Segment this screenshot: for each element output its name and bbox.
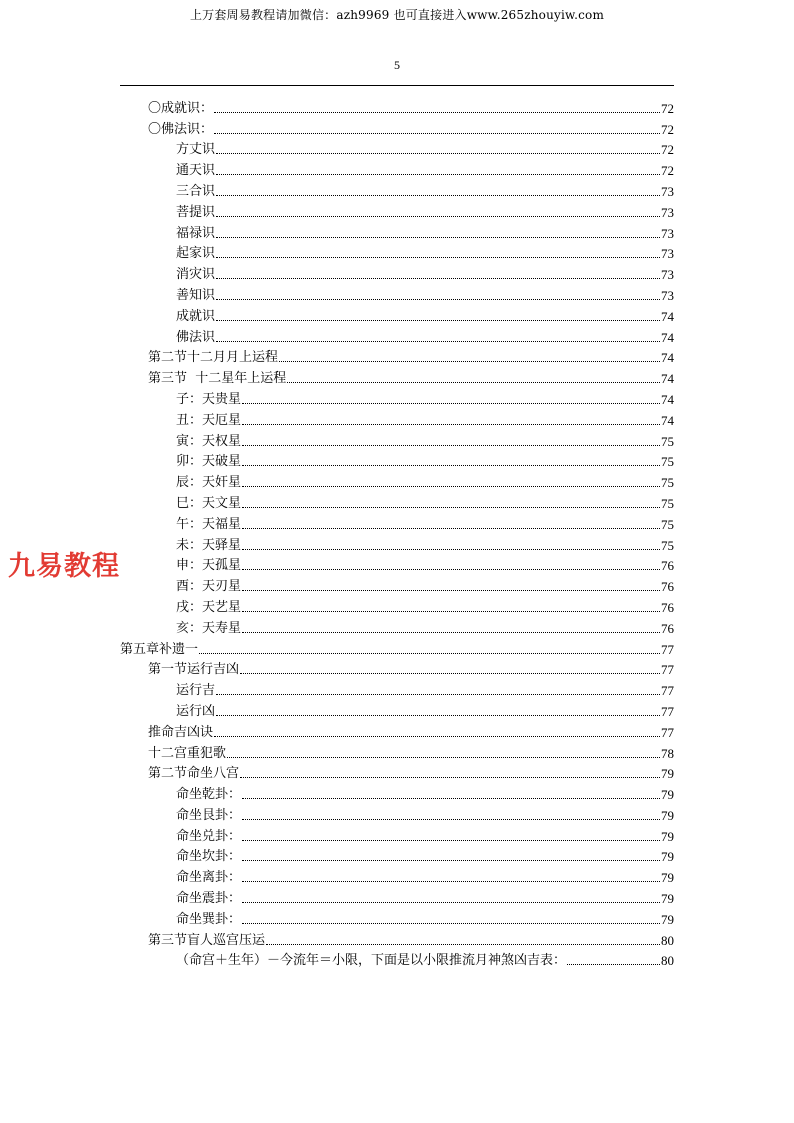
toc-leader-dots xyxy=(216,173,660,175)
toc-entry[interactable] xyxy=(120,928,674,949)
toc-entry-title: 通天识 xyxy=(176,163,216,179)
toc-leader-dots xyxy=(199,652,660,654)
toc-leader-dots xyxy=(242,402,660,404)
toc-leader-dots xyxy=(242,464,660,466)
table-of-contents xyxy=(120,96,674,969)
toc-entry-title: 子：天贵星 xyxy=(176,391,242,407)
toc-entry-page: 72 xyxy=(661,163,674,179)
toc-entry-title: 辰：天奸星 xyxy=(176,475,242,491)
toc-entry-page: 73 xyxy=(661,287,674,303)
toc-entry-title: 第一节运行吉凶 xyxy=(148,662,240,678)
toc-entry[interactable] xyxy=(120,824,674,845)
toc-entry-page: 74 xyxy=(661,308,674,324)
toc-entry-title: 丑：天厄星 xyxy=(176,412,242,428)
toc-leader-dots xyxy=(240,672,660,674)
toc-entry-page: 75 xyxy=(661,475,674,491)
toc-entry[interactable] xyxy=(120,96,674,117)
toc-entry[interactable] xyxy=(120,574,674,595)
toc-entry[interactable] xyxy=(120,408,674,429)
toc-entry-page: 80 xyxy=(661,953,674,969)
toc-entry-page: 79 xyxy=(661,807,674,823)
toc-entry[interactable] xyxy=(120,450,674,471)
toc-leader-dots xyxy=(242,922,660,924)
toc-entry-title: 〇佛法识： xyxy=(148,121,214,137)
toc-entry-title: 命坐离卦： xyxy=(176,870,242,886)
toc-entry[interactable] xyxy=(120,262,674,283)
toc-entry-title: 卯：天破星 xyxy=(176,454,242,470)
toc-entry-title: 福禄识 xyxy=(176,225,216,241)
toc-entry-page: 75 xyxy=(661,433,674,449)
toc-leader-dots xyxy=(266,943,660,945)
toc-entry[interactable] xyxy=(120,470,674,491)
toc-entry-title: （命宫＋生年）－今流年＝小限，下面是以小限推流月神煞凶吉表： xyxy=(176,953,567,969)
page-header: 上万套周易教程请加微信：azh9969 也可直接进入www.265zhouyiw.com xyxy=(189,8,605,22)
toc-leader-dots xyxy=(242,859,660,861)
toc-entry-title: 酉：天刃星 xyxy=(176,579,242,595)
toc-entry-page: 74 xyxy=(661,412,674,428)
toc-leader-dots xyxy=(216,277,660,279)
toc-entry-page: 73 xyxy=(661,183,674,199)
toc-entry-page: 79 xyxy=(661,787,674,803)
toc-leader-dots xyxy=(242,839,660,841)
toc-entry-title: 菩提识 xyxy=(176,204,216,220)
toc-entry[interactable] xyxy=(120,741,674,762)
toc-entry[interactable] xyxy=(120,242,674,263)
toc-leader-dots xyxy=(216,194,660,196)
toc-leader-dots xyxy=(242,527,660,529)
toc-leader-dots xyxy=(216,215,660,217)
toc-entry[interactable] xyxy=(120,346,674,367)
toc-entry-title: 推命吉凶诀 xyxy=(148,724,214,740)
toc-entry-title: 申：天孤星 xyxy=(176,558,242,574)
toc-entry-title: 起家识 xyxy=(176,246,216,262)
toc-entry[interactable] xyxy=(120,720,674,741)
toc-entry-page: 76 xyxy=(661,599,674,615)
toc-entry-page: 79 xyxy=(661,891,674,907)
toc-leader-dots xyxy=(216,298,660,300)
toc-entry-page: 73 xyxy=(661,246,674,262)
toc-entry[interactable] xyxy=(120,865,674,886)
toc-entry[interactable] xyxy=(120,221,674,242)
toc-entry-page: 72 xyxy=(661,121,674,137)
toc-entry-page: 74 xyxy=(661,329,674,345)
toc-entry-page: 79 xyxy=(661,911,674,927)
toc-leader-dots xyxy=(240,776,660,778)
toc-entry[interactable] xyxy=(120,512,674,533)
toc-entry[interactable] xyxy=(120,158,674,179)
toc-entry[interactable] xyxy=(120,325,674,346)
toc-entry-page: 73 xyxy=(661,267,674,283)
toc-leader-dots xyxy=(279,360,660,362)
toc-entry[interactable] xyxy=(120,658,674,679)
toc-entry-page: 73 xyxy=(661,204,674,220)
toc-leader-dots xyxy=(216,714,660,716)
toc-leader-dots xyxy=(567,963,660,965)
toc-entry-title: 三合识 xyxy=(176,183,216,199)
header-rule xyxy=(120,85,674,86)
toc-entry[interactable] xyxy=(120,803,674,824)
toc-entry[interactable] xyxy=(120,762,674,783)
toc-entry[interactable] xyxy=(120,117,674,138)
toc-entry[interactable] xyxy=(120,533,674,554)
toc-entry-page: 77 xyxy=(661,641,674,657)
toc-entry-title: 运行凶 xyxy=(176,703,216,719)
toc-entry[interactable] xyxy=(120,595,674,616)
toc-entry[interactable] xyxy=(120,886,674,907)
toc-leader-dots xyxy=(214,111,660,113)
toc-entry-page: 78 xyxy=(661,745,674,761)
toc-entry-page: 77 xyxy=(661,683,674,699)
page-number: 5 xyxy=(394,58,400,72)
toc-leader-dots xyxy=(216,319,660,321)
toc-leader-dots xyxy=(216,152,660,154)
toc-entry-title: 命坐艮卦： xyxy=(176,807,242,823)
toc-entry-title: 佛法识 xyxy=(176,329,216,345)
toc-entry[interactable] xyxy=(120,949,674,970)
toc-entry-page: 74 xyxy=(661,391,674,407)
toc-entry[interactable] xyxy=(120,429,674,450)
toc-entry-page: 79 xyxy=(661,870,674,886)
toc-entry-page: 76 xyxy=(661,579,674,595)
toc-entry-page: 75 xyxy=(661,516,674,532)
toc-entry-page: 80 xyxy=(661,932,674,948)
toc-entry[interactable] xyxy=(120,845,674,866)
toc-leader-dots xyxy=(242,818,660,820)
toc-leader-dots xyxy=(214,735,660,737)
toc-leader-dots xyxy=(214,132,660,134)
toc-entry-page: 72 xyxy=(661,100,674,116)
toc-entry[interactable] xyxy=(120,491,674,512)
toc-entry[interactable] xyxy=(120,616,674,637)
toc-leader-dots xyxy=(287,381,660,383)
toc-leader-dots xyxy=(242,589,660,591)
toc-entry[interactable] xyxy=(120,283,674,304)
toc-entry[interactable] xyxy=(120,678,674,699)
toc-leader-dots xyxy=(216,256,660,258)
toc-leader-dots xyxy=(242,485,660,487)
watermark-logo: 九易教程 xyxy=(8,551,120,582)
toc-leader-dots xyxy=(242,423,660,425)
toc-entry-page: 74 xyxy=(661,371,674,387)
toc-entry-page: 72 xyxy=(661,142,674,158)
toc-entry-page: 77 xyxy=(661,703,674,719)
toc-leader-dots xyxy=(216,693,660,695)
toc-entry-title: 成就识 xyxy=(176,308,216,324)
toc-entry[interactable] xyxy=(120,907,674,928)
toc-entry-title: 〇成就识： xyxy=(148,100,214,116)
toc-entry-title: 命坐乾卦： xyxy=(176,787,242,803)
toc-entry-title: 消灾识 xyxy=(176,267,216,283)
toc-entry-title: 午：天福星 xyxy=(176,516,242,532)
toc-entry-title: 第五章补遗一 xyxy=(120,641,199,657)
toc-leader-dots xyxy=(242,880,660,882)
toc-entry-page: 79 xyxy=(661,849,674,865)
toc-entry-title: 命坐震卦： xyxy=(176,891,242,907)
toc-entry[interactable] xyxy=(120,179,674,200)
toc-leader-dots xyxy=(242,797,660,799)
toc-entry-title: 戌：天艺星 xyxy=(176,599,242,615)
toc-leader-dots xyxy=(227,756,660,758)
toc-entry-title: 运行吉 xyxy=(176,683,216,699)
toc-entry-title: 第二节命坐八宫 xyxy=(148,766,240,782)
toc-entry[interactable] xyxy=(120,138,674,159)
toc-entry-page: 75 xyxy=(661,537,674,553)
toc-entry-title: 寅：天权星 xyxy=(176,433,242,449)
toc-entry-title: 方丈识 xyxy=(176,142,216,158)
toc-leader-dots xyxy=(242,901,660,903)
toc-entry-title: 未：天驿星 xyxy=(176,537,242,553)
toc-entry[interactable] xyxy=(120,366,674,387)
toc-entry[interactable] xyxy=(120,200,674,221)
toc-entry-page: 76 xyxy=(661,620,674,636)
toc-leader-dots xyxy=(242,610,660,612)
toc-entry-title: 巳：天文星 xyxy=(176,495,242,511)
toc-leader-dots xyxy=(216,340,660,342)
toc-entry-title: 第三节 十二星年上运程 xyxy=(148,371,287,387)
toc-entry-page: 74 xyxy=(661,350,674,366)
toc-entry-title: 第二节十二月月上运程 xyxy=(148,350,279,366)
toc-entry[interactable] xyxy=(120,637,674,658)
toc-entry-title: 亥：天寿星 xyxy=(176,620,242,636)
toc-leader-dots xyxy=(216,236,660,238)
toc-leader-dots xyxy=(242,548,660,550)
toc-entry-title: 第三节盲人巡宫压运 xyxy=(148,932,266,948)
toc-entry-title: 命坐兑卦： xyxy=(176,828,242,844)
toc-leader-dots xyxy=(242,631,660,633)
toc-entry[interactable] xyxy=(120,304,674,325)
toc-entry[interactable] xyxy=(120,699,674,720)
toc-leader-dots xyxy=(242,444,660,446)
toc-entry-page: 75 xyxy=(661,454,674,470)
toc-leader-dots xyxy=(242,568,660,570)
toc-entry[interactable] xyxy=(120,554,674,575)
toc-entry-page: 77 xyxy=(661,724,674,740)
toc-entry-title: 十二宫重犯歌 xyxy=(148,745,227,761)
toc-entry-page: 79 xyxy=(661,766,674,782)
toc-entry-page: 79 xyxy=(661,828,674,844)
toc-entry-page: 75 xyxy=(661,495,674,511)
toc-entry-title: 命坐坎卦： xyxy=(176,849,242,865)
toc-entry[interactable] xyxy=(120,782,674,803)
toc-entry-page: 76 xyxy=(661,558,674,574)
toc-entry-title: 命坐巽卦： xyxy=(176,911,242,927)
toc-entry-title: 善知识 xyxy=(176,287,216,303)
toc-entry-page: 73 xyxy=(661,225,674,241)
toc-entry[interactable] xyxy=(120,387,674,408)
toc-entry-page: 77 xyxy=(661,662,674,678)
toc-leader-dots xyxy=(242,506,660,508)
